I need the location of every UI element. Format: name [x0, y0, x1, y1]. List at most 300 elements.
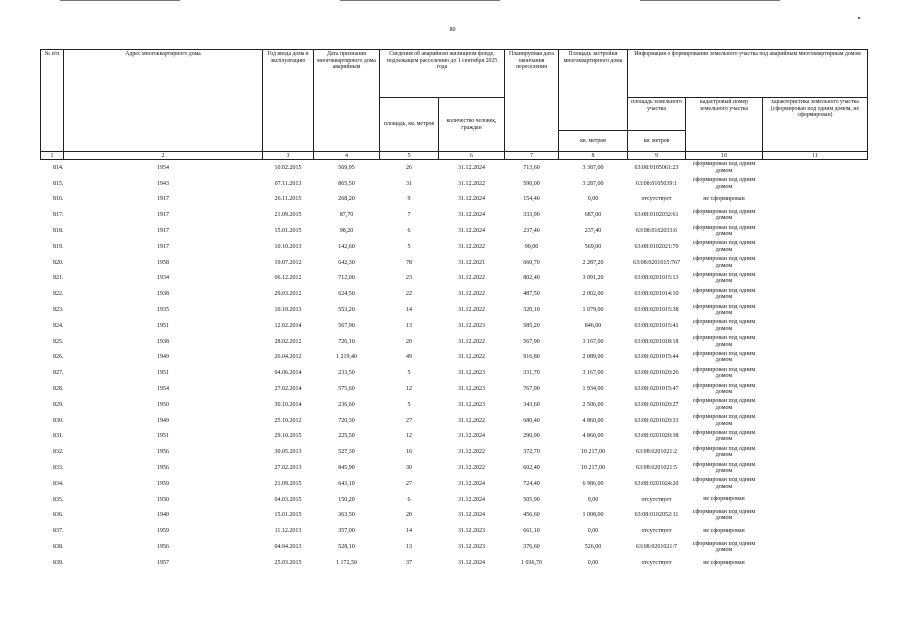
column-number: 10	[686, 152, 763, 160]
row-cadastral: 63:08:0105061:23	[634, 164, 679, 171]
row-area: 720,30	[338, 417, 355, 424]
row-address-cell	[41, 365, 64, 381]
row-land-area: 0,00	[587, 196, 599, 203]
row-characteristic: сформирован под одним домом	[692, 382, 756, 396]
row-people: 12	[406, 386, 412, 393]
row-year: 1930	[157, 496, 169, 503]
row-characteristic: сформирован под одним домом	[692, 540, 756, 554]
row-date-recognized: 25.03.2015	[274, 559, 302, 566]
row-cadastral: 63:08:0201015:13	[634, 275, 679, 282]
row-cadastral: 63:08:0105039:1	[635, 180, 677, 187]
header-land-area-unit: кв. метров	[628, 131, 686, 152]
row-year: 1956	[157, 465, 169, 472]
row-characteristic: сформирован под одним домом	[692, 271, 756, 285]
row-date-recognized: 27.02.2014	[274, 386, 302, 393]
row-land-area: 846,00	[584, 322, 602, 329]
row-characteristic: сформирован под одним домом	[692, 429, 756, 443]
table-row	[41, 508, 868, 524]
row-address-cell	[41, 444, 64, 460]
row-built-area: 567,90	[523, 338, 540, 345]
row-address-cell	[41, 523, 64, 539]
row-cadastral: 63:08:0201015:44	[634, 354, 679, 361]
row-area: 357,00	[338, 528, 355, 535]
row-people: 49	[406, 354, 412, 361]
row-date-recognized: 06.12.2012	[274, 275, 302, 282]
row-number: 836.	[53, 512, 64, 519]
row-number: 830.	[53, 417, 64, 424]
top-edge-line	[60, 0, 180, 1]
row-area: 236,60	[338, 401, 355, 408]
row-planned-date: 31.12.2021	[458, 259, 485, 266]
scan-speck	[858, 17, 860, 19]
row-land-area: 1 079,00	[582, 307, 604, 314]
row-built-area: 90,00	[524, 243, 539, 250]
column-number: 5	[380, 152, 439, 160]
header-characteristic: характеристика земельного участка (сформирован под одним домом, не сформирован)	[763, 98, 868, 152]
row-built-area: 661,10	[523, 528, 540, 535]
row-area: 150,20	[338, 496, 355, 503]
row-land-area: 687,00	[584, 212, 602, 219]
row-year: 1951	[157, 322, 169, 329]
header-planned-date: Планируемая дата окончания переселения	[505, 50, 559, 152]
top-edge-line	[340, 0, 500, 1]
row-characteristic: сформирован под одним домом	[692, 398, 756, 411]
row-planned-date: 31.12.2024	[458, 496, 485, 503]
row-built-area: 916,80	[523, 354, 540, 361]
row-year: 1959	[157, 528, 169, 535]
row-built-area: 333,90	[523, 212, 540, 219]
row-address-cell	[41, 334, 64, 350]
row-land-area: 237,40	[584, 228, 602, 235]
row-characteristic: сформирован под одним домом	[692, 461, 756, 475]
row-land-area: 526,00	[584, 544, 602, 551]
row-date-recognized: 10.10.2013	[274, 243, 302, 250]
row-address-cell	[41, 207, 64, 223]
row-date-recognized: 04.03.2015	[274, 496, 302, 503]
row-planned-date: 31.12.2022	[458, 307, 485, 314]
row-planned-date: 31.12.2023	[458, 401, 485, 408]
row-date-recognized: 07.11.2013	[274, 180, 302, 187]
table-row	[41, 397, 868, 413]
row-date-recognized: 27.02.2013	[274, 465, 302, 472]
header-year: Год ввода дома в эксплуатацию	[263, 50, 314, 152]
row-area: 845,90	[338, 465, 355, 472]
row-address-cell	[41, 397, 64, 413]
row-characteristic: сформирован под одним домом	[692, 414, 756, 427]
header-address: Адрес многоквартирного дома	[64, 50, 263, 152]
row-people: 12	[406, 433, 412, 440]
row-built-area: 456,60	[523, 512, 540, 519]
row-year: 1954	[157, 164, 169, 171]
row-date-recognized: 10.02.2015	[274, 164, 302, 171]
row-cadastral: 63:08:0201021:2	[635, 449, 677, 456]
row-people: 13	[406, 322, 412, 329]
row-planned-date: 31.12.2022	[458, 449, 485, 456]
row-people: 22	[406, 291, 412, 298]
row-date-recognized: 21.09.2015	[274, 212, 302, 219]
row-area: 624,50	[338, 291, 355, 298]
row-people: 78	[406, 259, 412, 266]
table-row	[41, 460, 868, 476]
row-planned-date: 31.12.2024	[458, 212, 485, 219]
row-characteristic: сформирован под одним домом	[692, 477, 756, 490]
row-planned-date: 31.12.2022	[458, 275, 485, 282]
row-address-cell	[41, 555, 64, 571]
top-edge-line	[640, 0, 780, 1]
row-date-recognized: 12.02.2014	[274, 322, 302, 329]
row-people: 9	[407, 196, 411, 203]
row-characteristic: не сформирован	[703, 527, 745, 534]
row-number: 815.	[53, 180, 64, 187]
row-area: 1 219,40	[336, 354, 357, 361]
row-characteristic: сформирован под одним домом	[692, 335, 756, 348]
row-land-area: 2 089,00	[582, 354, 604, 361]
row-people: 20	[406, 512, 412, 519]
row-people: 23	[406, 275, 412, 282]
row-address-cell	[41, 539, 64, 555]
row-planned-date: 31.12.2024	[458, 433, 485, 440]
row-date-recognized: 21.09.2015	[274, 480, 302, 487]
table-row	[41, 523, 868, 539]
row-date-recognized: 29.03.2012	[274, 291, 302, 298]
row-year: 1949	[157, 417, 169, 424]
row-characteristic: сформирован под одним домом	[692, 240, 756, 253]
row-planned-date: 31.12.2023	[458, 370, 485, 377]
row-cadastral: 63:08:0201024:20	[634, 480, 679, 487]
row-number: 814.	[53, 164, 64, 171]
table-row	[41, 318, 868, 334]
row-built-area: 680,40	[523, 417, 540, 424]
page-number: 80	[449, 27, 456, 33]
row-number: 822.	[53, 291, 64, 298]
row-number: 839.	[53, 559, 64, 566]
header-built-area-unit: кв. метров	[559, 131, 628, 152]
row-built-area: 290,90	[523, 433, 540, 440]
row-cadastral: 63:08:0201015:38	[634, 307, 679, 314]
table-row	[41, 176, 868, 192]
header-row	[41, 50, 868, 98]
row-land-area: 2 506,00	[582, 401, 604, 408]
row-land-area: 10 217,00	[581, 465, 605, 472]
row-number: 832.	[53, 449, 64, 456]
column-number: 3	[263, 152, 314, 160]
row-planned-date: 31.12.2024	[458, 164, 485, 171]
row-year: 1938	[157, 338, 169, 345]
row-address-cell	[41, 302, 64, 318]
row-planned-date: 31.12.2022	[458, 291, 485, 298]
column-number: 2	[64, 152, 263, 160]
row-land-area: 0,00	[587, 528, 599, 535]
row-characteristic: сформирован под одним домом	[692, 256, 756, 269]
row-land-area: 3 091,20	[582, 275, 604, 282]
row-address-cell	[41, 350, 64, 366]
row-people: 27	[406, 417, 412, 424]
row-characteristic: не сформирован	[703, 559, 745, 566]
row-cadastral: отсутствует	[641, 528, 672, 535]
row-characteristic: сформирован под одним домом	[692, 508, 756, 522]
row-area: 225,50	[338, 433, 355, 440]
row-cadastral: 63:08:0201014:10	[634, 291, 679, 298]
row-number: 825.	[53, 338, 64, 345]
row-year: 1951	[157, 370, 169, 377]
row-date-recognized: 29.10.2015	[274, 433, 302, 440]
row-date-recognized: 11.12.2013	[274, 528, 302, 535]
table-row	[41, 334, 868, 350]
row-date-recognized: 30.10.2014	[274, 401, 302, 408]
row-built-area: 1 036,70	[521, 559, 542, 566]
row-area: 1 172,50	[336, 559, 357, 566]
table-row	[41, 350, 868, 366]
row-characteristic: сформирован под одним домом	[692, 303, 756, 317]
row-people: 16	[406, 449, 412, 456]
row-year: 1938	[157, 291, 169, 298]
row-people: 30	[406, 465, 412, 472]
row-date-recognized: 15.01.2015	[274, 228, 302, 235]
row-characteristic: сформирован под одним домом	[692, 161, 756, 174]
row-date-recognized: 15.01.2015	[274, 512, 302, 519]
table-row	[41, 207, 868, 223]
row-land-area: 3 287,00	[582, 180, 604, 187]
row-people: 7	[407, 212, 411, 219]
row-date-recognized: 04.04.2013	[274, 544, 302, 551]
row-area: 98,20	[339, 228, 354, 235]
row-land-area: 2 287,20	[582, 259, 604, 266]
row-characteristic: сформирован под одним домом	[692, 366, 756, 380]
column-number: 1	[41, 152, 64, 160]
column-number: 4	[314, 152, 380, 160]
row-address-cell	[41, 255, 64, 271]
row-area: 643,10	[338, 480, 355, 487]
row-people: 5	[407, 243, 411, 250]
row-area: 726,10	[338, 338, 355, 345]
row-land-area: 3 167,00	[582, 370, 604, 377]
header-people: количество человек, граждан	[439, 98, 505, 152]
row-planned-date: 31.12.2024	[458, 196, 485, 203]
row-area: 142,60	[338, 243, 355, 250]
row-number: 816.	[53, 196, 64, 203]
table-row	[41, 239, 868, 255]
row-cadastral: 63:08:0201020:27	[634, 401, 679, 408]
row-land-area: 6 986,00	[582, 480, 604, 487]
row-address-cell	[41, 429, 64, 445]
row-land-area: 569,00	[584, 243, 602, 250]
row-cadastral: 63:08:0102052:11	[634, 512, 679, 519]
row-characteristic: не сформирован	[703, 496, 745, 503]
row-year: 1935	[157, 307, 169, 314]
row-people: 5	[407, 370, 411, 377]
row-year: 1954	[157, 386, 169, 393]
row-area: 553,20	[338, 307, 355, 314]
row-cadastral: 63:08:0201021:7	[635, 544, 677, 551]
row-area: 268,20	[338, 196, 355, 203]
row-built-area: 487,50	[523, 291, 540, 298]
row-address-cell	[41, 460, 64, 476]
row-year: 1956	[157, 449, 169, 456]
row-planned-date: 31.12.2023	[458, 386, 485, 393]
header-built-area: Площадь застройки многоквартирного дома	[559, 50, 628, 131]
row-year: 1917	[157, 212, 169, 219]
row-date-recognized: 19.07.2012	[274, 259, 302, 266]
row-number: 820.	[53, 259, 64, 266]
row-cadastral: 63:08:0201020:26	[634, 370, 679, 377]
header-date-recognized: Дата признания многоквартирного дома аварийным	[314, 50, 380, 152]
row-date-recognized: 25.10.2012	[274, 417, 302, 424]
row-date-recognized: 28.02.2012	[274, 338, 302, 345]
row-area: 527,30	[338, 449, 355, 456]
row-address-cell	[41, 318, 64, 334]
row-people: 13	[406, 544, 412, 551]
row-year: 1951	[157, 433, 169, 440]
row-area: 528,10	[338, 544, 355, 551]
row-number: 833.	[53, 465, 64, 472]
row-land-area: 1 008,00	[582, 512, 604, 519]
row-cadastral: 63:08:0102033:6	[635, 228, 677, 235]
row-land-area: 4 860,00	[582, 433, 604, 440]
row-cadastral: 63:08:0201015:47	[634, 386, 679, 393]
table-row	[41, 271, 868, 287]
row-land-area: 0,00	[587, 559, 599, 566]
header-land-area: площадь земельного участка	[628, 98, 686, 131]
row-cadastral: 63:08:0201015:41	[634, 322, 679, 329]
row-planned-date: 31.12.2023	[458, 322, 485, 329]
row-people: 37	[406, 559, 412, 566]
row-cadastral: 63:08:0201015:767	[632, 259, 680, 266]
row-planned-date: 31.12.2022	[458, 243, 485, 250]
row-planned-date: 31.12.2022	[458, 180, 485, 187]
table-row	[41, 160, 868, 176]
column-numbers-row	[41, 152, 868, 160]
row-land-area: 3 387,00	[582, 164, 604, 171]
row-year: 1950	[157, 401, 169, 408]
header-land-info: Информация о формировании земельного участка под аварийным многоквартирным домом	[628, 50, 868, 98]
row-date-recognized: 04.06.2014	[274, 370, 302, 377]
row-date-recognized: 26.04.2012	[274, 354, 302, 361]
row-number: 826.	[53, 354, 64, 361]
row-built-area: 724,40	[523, 480, 540, 487]
row-area: 233,50	[338, 370, 355, 377]
row-land-area: 3 167,00	[582, 338, 604, 345]
row-number: 821.	[53, 275, 64, 282]
row-built-area: 802,40	[523, 275, 540, 282]
row-year: 1959	[157, 480, 169, 487]
row-number: 837.	[53, 528, 64, 535]
row-built-area: 237,40	[523, 228, 540, 235]
table-row	[41, 429, 868, 445]
column-number: 7	[505, 152, 559, 160]
row-people: 6	[407, 228, 411, 235]
row-address-cell	[41, 413, 64, 429]
row-address-cell	[41, 176, 64, 192]
row-number: 818.	[53, 228, 64, 235]
row-address-cell	[41, 271, 64, 287]
table-row	[41, 444, 868, 460]
row-characteristic: сформирован под одним домом	[692, 319, 756, 332]
row-year: 1958	[157, 259, 169, 266]
table-row	[41, 381, 868, 397]
row-number: 835.	[53, 496, 64, 503]
row-people: 20	[406, 338, 412, 345]
row-cadastral: отсутствует	[641, 196, 672, 203]
row-number: 828.	[53, 386, 64, 393]
row-planned-date: 31.12.2024	[458, 480, 485, 487]
row-address-cell	[41, 192, 64, 208]
row-date-recognized: 26.11.2015	[274, 196, 302, 203]
row-built-area: 372,70	[523, 449, 540, 456]
row-planned-date: 31.12.2022	[458, 354, 485, 361]
row-number: 817.	[53, 212, 64, 219]
row-number: 823.	[53, 307, 64, 314]
row-year: 1940	[157, 512, 169, 519]
table-row	[41, 223, 868, 239]
row-cadastral: отсутствует	[641, 559, 672, 566]
row-cadastral: отсутствует	[641, 496, 672, 503]
row-cadastral: 63:08:0201020:38	[634, 433, 679, 440]
row-people: 5	[407, 401, 411, 408]
row-characteristic: сформирован под одним домом	[692, 208, 756, 222]
row-built-area: 154,40	[523, 196, 540, 203]
row-land-area: 1 934,00	[582, 386, 604, 393]
row-cadastral: 63:08:0201020:33	[634, 417, 679, 424]
row-planned-date: 31.12.2024	[458, 512, 485, 519]
row-date-recognized: 30.05.2013	[274, 449, 302, 456]
row-characteristic: не сформирован	[703, 196, 745, 203]
row-built-area: 376,60	[523, 544, 540, 551]
row-number: 831.	[53, 433, 64, 440]
row-area: 569,95	[338, 164, 355, 171]
row-year: 1949	[157, 354, 169, 361]
column-number: 9	[628, 152, 686, 160]
row-year: 1917	[157, 228, 169, 235]
row-address-cell	[41, 286, 64, 302]
row-area: 575,60	[338, 386, 355, 393]
row-planned-date: 31.12.2024	[458, 559, 485, 566]
row-planned-date: 31.12.2022	[458, 338, 485, 345]
row-built-area: 505,90	[523, 496, 540, 503]
row-people: 31	[406, 180, 412, 187]
table-row	[41, 413, 868, 429]
row-built-area: 343,60	[523, 401, 540, 408]
row-year: 1917	[157, 243, 169, 250]
row-address-cell	[41, 381, 64, 397]
row-built-area: 660,70	[523, 259, 540, 266]
row-cadastral: 63:08:0102032:61	[634, 212, 679, 219]
row-area: 642,30	[338, 259, 355, 266]
row-address-cell	[41, 508, 64, 524]
row-number: 819.	[53, 243, 64, 250]
row-built-area: 320,10	[523, 307, 540, 314]
header-housing-info: Сведения об аварийном жилищном фонде, подлежащем расселению до 1 сентября 2025 года	[380, 50, 505, 98]
row-people: 6	[407, 496, 411, 503]
column-number: 11	[763, 152, 868, 160]
row-people: 27	[406, 480, 412, 487]
row-planned-date: 31.12.2022	[458, 465, 485, 472]
row-area: 712,00	[338, 275, 355, 282]
row-year: 1956	[157, 544, 169, 551]
column-number: 6	[439, 152, 505, 160]
row-land-area: 0,00	[587, 496, 599, 503]
row-date-recognized: 10.10.2013	[274, 307, 302, 314]
row-planned-date: 31.12.2022	[458, 417, 485, 424]
row-planned-date: 31.12.2023	[458, 528, 485, 535]
table-row	[41, 255, 868, 271]
row-built-area: 713,60	[523, 164, 540, 171]
row-address-cell	[41, 239, 64, 255]
table-row	[41, 302, 868, 318]
table-row	[41, 192, 868, 208]
column-number: 8	[559, 152, 628, 160]
row-address-cell	[41, 492, 64, 508]
row-characteristic: сформирован под одним домом	[692, 350, 756, 364]
